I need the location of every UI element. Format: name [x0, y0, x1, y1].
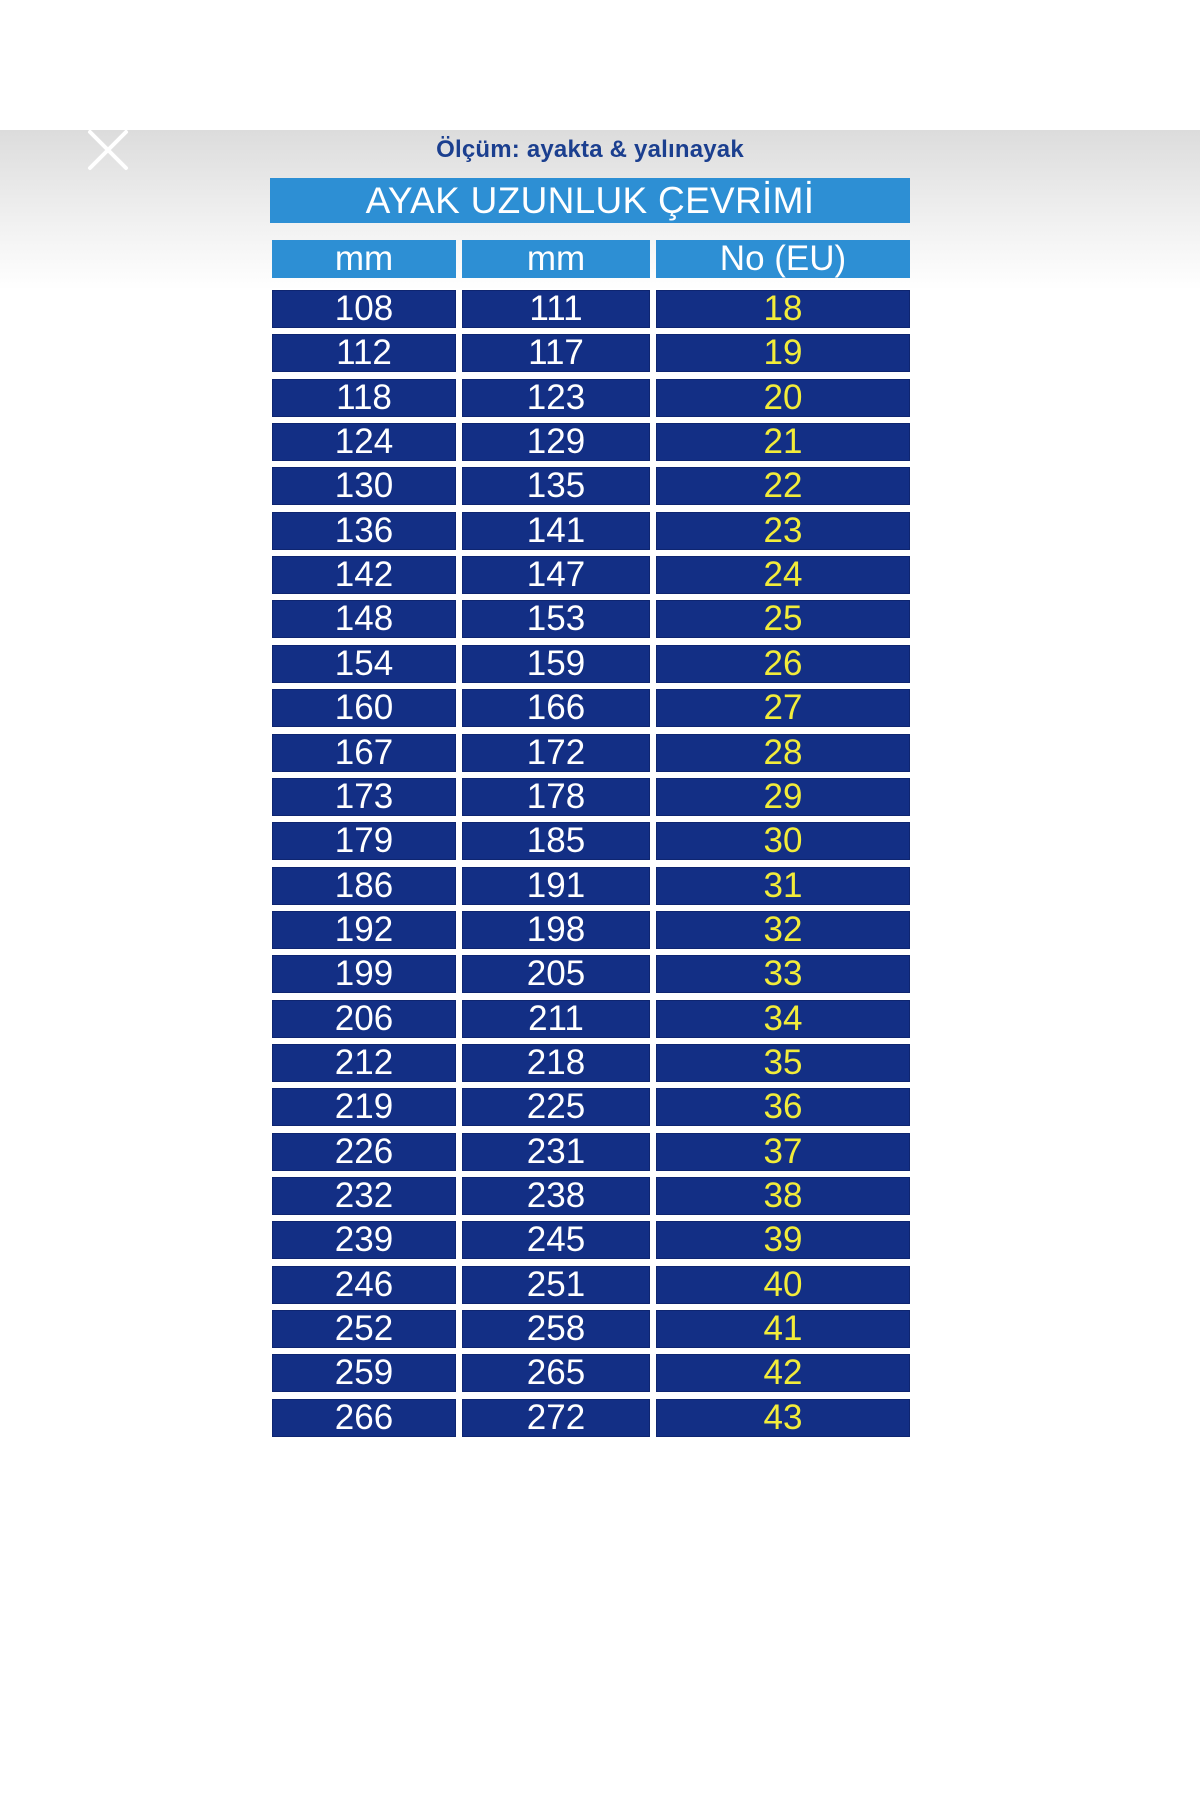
foot-length-mm-cell: 212 [272, 1044, 456, 1082]
foot-length-mm-cell: 199 [272, 955, 456, 993]
foot-length-mm-cell: 206 [272, 1000, 456, 1038]
foot-length-mm-cell: 252 [272, 1310, 456, 1348]
eu-size-cell: 26 [656, 645, 910, 683]
eu-size-cell: 23 [656, 512, 910, 550]
foot-length-mm-cell: 266 [272, 1399, 456, 1437]
foot-length-mm-cell: 232 [272, 1177, 456, 1215]
foot-length-mm-cell: 179 [272, 822, 456, 860]
eu-size-cell: 36 [656, 1088, 910, 1126]
eu-size-cell: 40 [656, 1266, 910, 1304]
foot-length-mm-cell: 259 [272, 1354, 456, 1392]
header-mm-2: mm [462, 240, 650, 278]
foot-length-mm-cell: 160 [272, 689, 456, 727]
insole-length-mm-cell: 238 [462, 1177, 650, 1215]
foot-length-mm-cell: 239 [272, 1221, 456, 1259]
insole-length-mm-cell: 141 [462, 512, 650, 550]
eu-size-cell: 34 [656, 1000, 910, 1038]
eu-size-cell: 24 [656, 556, 910, 594]
foot-length-mm-cell: 167 [272, 734, 456, 772]
insole-length-mm-cell: 166 [462, 689, 650, 727]
foot-length-mm-cell: 148 [272, 600, 456, 638]
foot-length-mm-cell: 173 [272, 778, 456, 816]
insole-length-mm-cell: 117 [462, 334, 650, 372]
chart-title: AYAK UZUNLUK ÇEVRİMİ [270, 178, 910, 223]
foot-length-mm-cell: 108 [272, 290, 456, 328]
insole-length-mm-cell: 245 [462, 1221, 650, 1259]
eu-size-cell: 18 [656, 290, 910, 328]
eu-size-cell: 37 [656, 1133, 910, 1171]
insole-length-mm-cell: 198 [462, 911, 650, 949]
measurement-subtitle: Ölçüm: ayakta & yalınayak [436, 136, 744, 163]
eu-size-cell: 19 [656, 334, 910, 372]
foot-length-mm-cell: 118 [272, 379, 456, 417]
insole-length-mm-cell: 251 [462, 1266, 650, 1304]
foot-length-mm-cell: 192 [272, 911, 456, 949]
foot-length-mm-cell: 186 [272, 867, 456, 905]
foot-length-mm-cell: 246 [272, 1266, 456, 1304]
insole-length-mm-cell: 258 [462, 1310, 650, 1348]
insole-length-mm-cell: 211 [462, 1000, 650, 1038]
eu-size-cell: 31 [656, 867, 910, 905]
eu-size-cell: 22 [656, 467, 910, 505]
eu-size-cell: 20 [656, 379, 910, 417]
foot-length-mm-cell: 219 [272, 1088, 456, 1126]
insole-length-mm-cell: 205 [462, 955, 650, 993]
eu-size-cell: 27 [656, 689, 910, 727]
eu-size-cell: 29 [656, 778, 910, 816]
eu-size-cell: 30 [656, 822, 910, 860]
foot-length-mm-cell: 130 [272, 467, 456, 505]
eu-size-cell: 28 [656, 734, 910, 772]
insole-length-mm-cell: 123 [462, 379, 650, 417]
foot-length-mm-cell: 124 [272, 423, 456, 461]
insole-length-mm-cell: 231 [462, 1133, 650, 1171]
insole-length-mm-cell: 129 [462, 423, 650, 461]
insole-length-mm-cell: 135 [462, 467, 650, 505]
foot-length-mm-cell: 112 [272, 334, 456, 372]
insole-length-mm-cell: 225 [462, 1088, 650, 1126]
eu-size-cell: 43 [656, 1399, 910, 1437]
insole-length-mm-cell: 153 [462, 600, 650, 638]
eu-size-cell: 32 [656, 911, 910, 949]
header-mm-1: mm [272, 240, 456, 278]
insole-length-mm-cell: 185 [462, 822, 650, 860]
foot-length-mm-cell: 142 [272, 556, 456, 594]
eu-size-cell: 25 [656, 600, 910, 638]
insole-length-mm-cell: 178 [462, 778, 650, 816]
insole-length-mm-cell: 147 [462, 556, 650, 594]
eu-size-cell: 39 [656, 1221, 910, 1259]
insole-length-mm-cell: 111 [462, 290, 650, 328]
insole-length-mm-cell: 159 [462, 645, 650, 683]
eu-size-cell: 35 [656, 1044, 910, 1082]
foot-length-mm-cell: 154 [272, 645, 456, 683]
header-eu-size: No (EU) [656, 240, 910, 278]
insole-length-mm-cell: 265 [462, 1354, 650, 1392]
eu-size-cell: 33 [656, 955, 910, 993]
foot-length-mm-cell: 136 [272, 512, 456, 550]
foot-length-mm-cell: 226 [272, 1133, 456, 1171]
insole-length-mm-cell: 272 [462, 1399, 650, 1437]
insole-length-mm-cell: 172 [462, 734, 650, 772]
eu-size-cell: 41 [656, 1310, 910, 1348]
insole-length-mm-cell: 218 [462, 1044, 650, 1082]
insole-length-mm-cell: 191 [462, 867, 650, 905]
eu-size-cell: 42 [656, 1354, 910, 1392]
eu-size-cell: 38 [656, 1177, 910, 1215]
eu-size-cell: 21 [656, 423, 910, 461]
